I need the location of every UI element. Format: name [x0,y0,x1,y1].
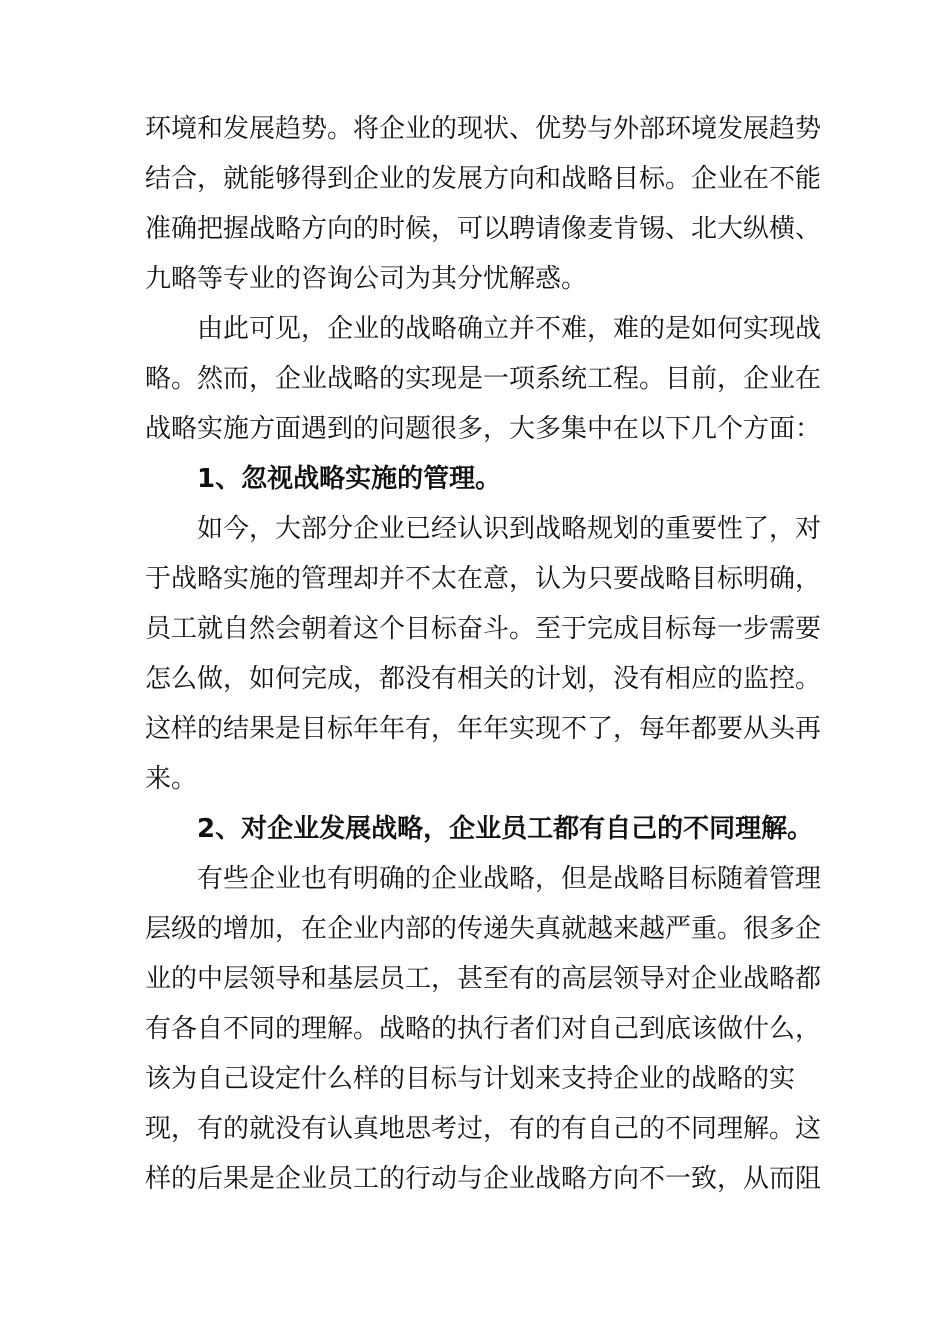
body-line: 准确把握战略方向的时候，可以聘请像麦肯锡、北大纵横、 [145,214,822,244]
body-line: 战略实施方面遇到的问题很多，大多集中在以下几个方面： [145,414,822,444]
paragraph-start-line: 有些企业也有明确的企业战略，但是战略目标随着管理 [197,864,822,894]
body-line: 现，有的就没有认真地思考过，有的有自己的不同理解。这 [145,1114,822,1144]
section-heading-2: 2、对企业发展战略，企业员工都有自己的不同理解。 [197,814,814,844]
paragraph-start-line: 由此可见，企业的战略确立并不难，难的是如何实现战 [197,314,822,344]
body-line: 该为自己设定什么样的目标与计划来支持企业的战略的实 [145,1064,796,1094]
body-line: 略。然而，企业战略的实现是一项系统工程。目前，企业在 [145,364,822,394]
body-line: 怎么做，如何完成，都没有相关的计划，没有相应的监控。 [145,664,822,694]
body-line: 有各自不同的理解。战略的执行者们对自己到底该做什么， [145,1014,822,1044]
body-line: 业的中层领导和基层员工，甚至有的高层领导对企业战略都 [145,964,822,994]
document-body [145,104,845,1204]
body-line: 来。 [145,764,198,794]
body-line: 这样的结果是目标年年有，年年实现不了，每年都要从头再 [145,714,822,744]
body-line: 层级的增加，在企业内部的传递失真就越来越严重。很多企 [145,914,822,944]
body-line: 样的后果是企业员工的行动与企业战略方向不一致，从而阻 [145,1164,822,1194]
body-line: 九略等专业的咨询公司为其分忧解惑。 [145,264,588,294]
body-line: 于战略实施的管理却并不太在意，认为只要战略目标明确， [145,564,822,594]
body-line: 环境和发展趋势。将企业的现状、优势与外部环境发展趋势 [145,114,822,144]
section-heading-1: 1、忽视战略实施的管理。 [197,464,502,494]
paragraph-start-line: 如今，大部分企业已经认识到战略规划的重要性了，对 [197,514,822,544]
body-line: 员工就自然会朝着这个目标奋斗。至于完成目标每一步需要 [145,614,822,644]
body-line: 结合，就能够得到企业的发展方向和战略目标。企业在不能 [145,164,822,194]
